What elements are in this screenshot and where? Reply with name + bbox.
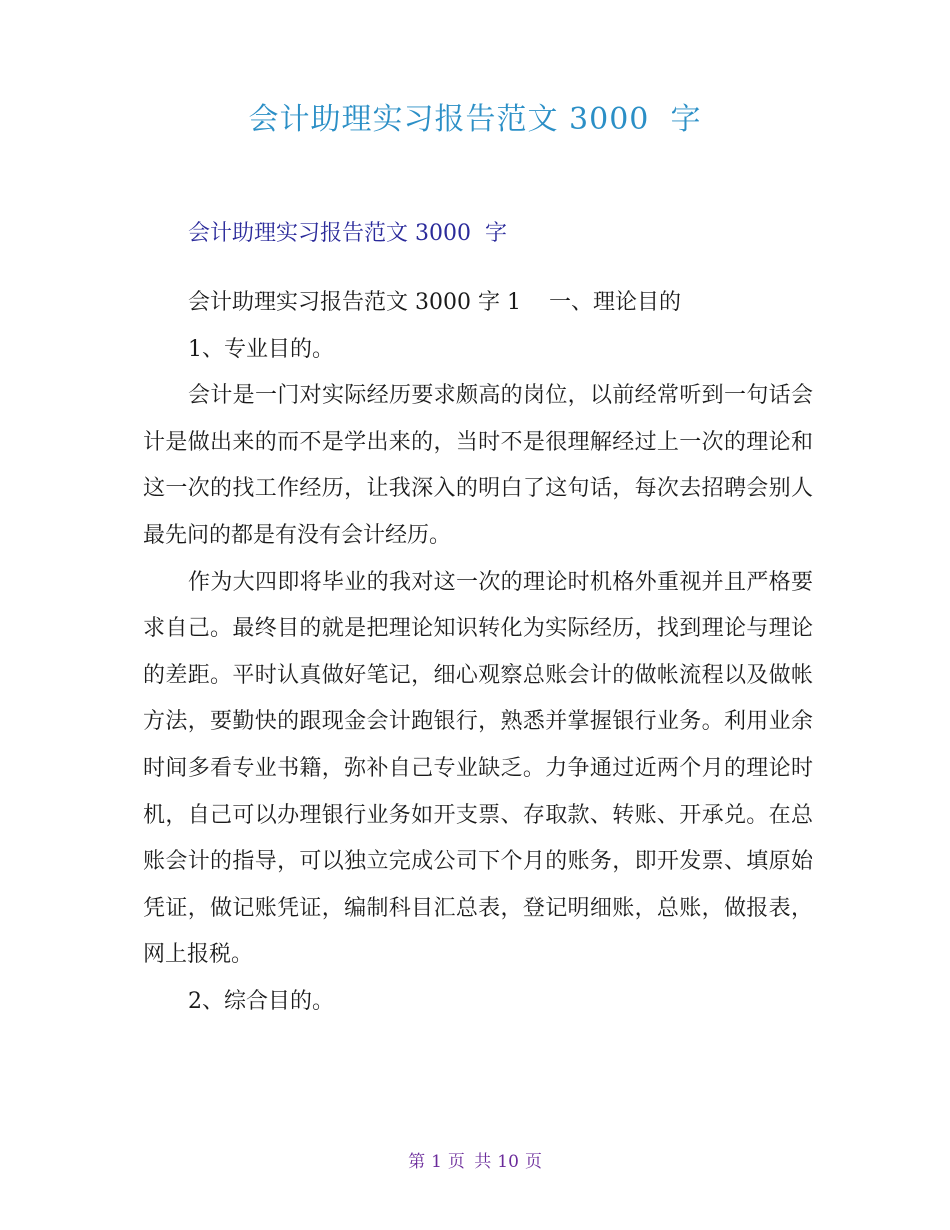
paragraph-accounting-experience: 会计是一门对实际经历要求颇高的岗位，以前经常听到一句话会计是做出来的而不是学出来的，当时不是很理解经过上一次的理论和这一次的找工作经历，让我深入的明白了这句话，每次去招聘会别人最先问的都是有没有会计经历。: [143, 383, 813, 548]
paragraph-professional-goal-heading: 1、专业目的。: [188, 336, 334, 362]
page-footer: [0, 1150, 950, 1174]
document-subtitle: 会计助理实习报告范文 3000 字: [188, 221, 507, 246]
document-body: [143, 280, 813, 1026]
document-title: 会计助理实习报告范文 3000 字: [248, 102, 702, 137]
paragraph-internship-goals: 作为大四即将毕业的我对这一次的理论时机格外重视并且严格要求自己。最终目的就是把理论知识转化为实际经历，找到理论与理论的差距。平时认真做好笔记，细心观察总账会计的做帐流程以及做帐方法，要勤快的跟现金会计跑银行，熟悉并掌握银行业务。利用业余时间多看专业书籍，弥补自己专业缺乏。力争通过近两个月的理论时机，自己可以办理银行业务如开支票、存取款、转账、开承兑。在总账会计的指导，可以独立完成公司下个月的账务，即开发票、填原始凭证，做记账凭证，编制科目汇总表，登记明细账，总账，做报表，网上报税。: [143, 569, 813, 968]
footer-prefix: 第: [408, 1152, 426, 1172]
footer-total-pages: 10: [497, 1152, 519, 1172]
footer-mid: 页 共: [447, 1152, 492, 1172]
paragraph-comprehensive-goal-heading: 2、综合目的。: [188, 988, 334, 1014]
footer-current-page: 1: [431, 1152, 442, 1172]
footer-suffix: 页: [524, 1152, 542, 1172]
paragraph-section-heading: 会计助理实习报告范文 3000 字 1 一、理论目的: [188, 290, 681, 315]
